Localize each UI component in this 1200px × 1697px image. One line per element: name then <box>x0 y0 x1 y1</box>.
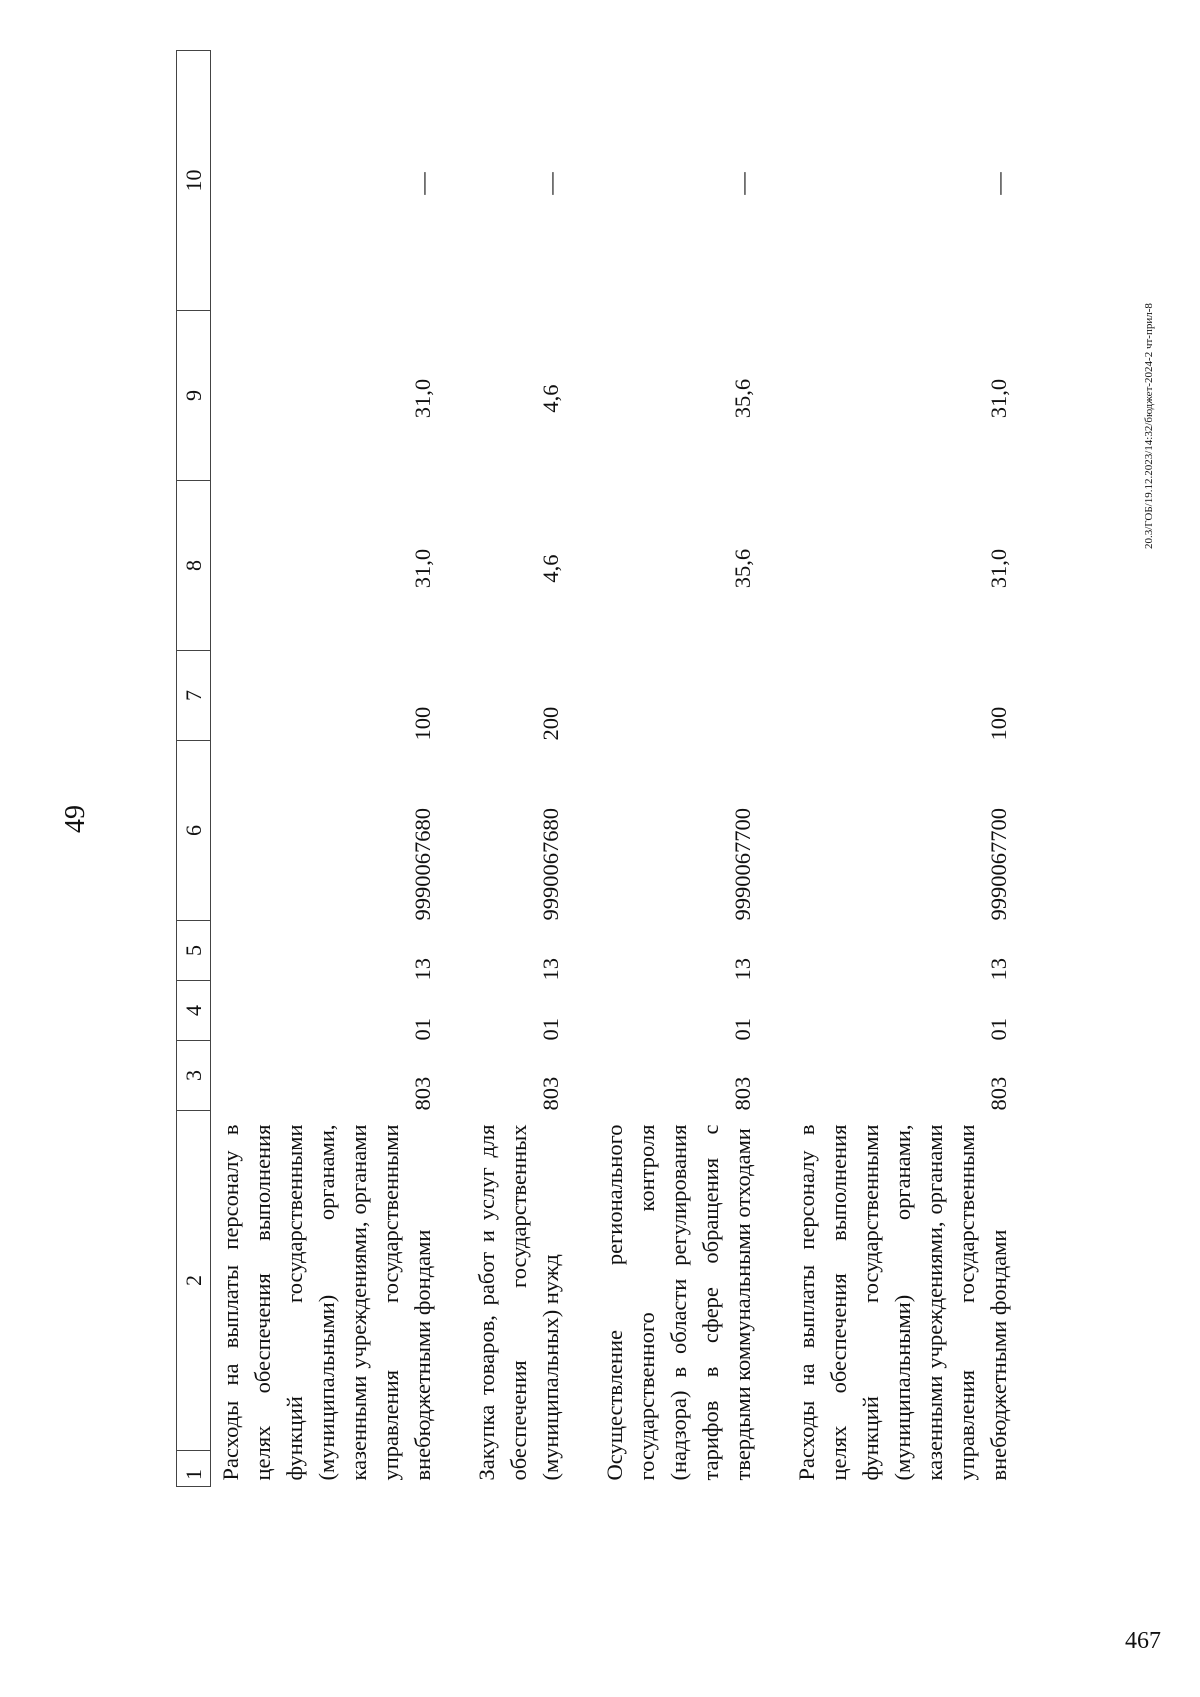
ministry-code: 803 <box>410 1076 435 1111</box>
expense-type-code: 100 <box>986 706 1011 741</box>
amount-column-9: 31,0 <box>986 378 1011 419</box>
expense-type-code: 100 <box>410 706 435 741</box>
target-code: 9990067680 <box>410 808 435 921</box>
column-header: 10 <box>177 51 211 311</box>
table-row <box>211 51 440 1487</box>
amount-column-8: 35,6 <box>730 548 755 589</box>
subsection-code: 13 <box>410 958 435 981</box>
column-header: 5 <box>177 921 211 981</box>
column-header: 7 <box>177 651 211 741</box>
expense-type-code <box>595 651 759 741</box>
column-header: 3 <box>177 1041 211 1111</box>
row-description: Расходы на выплаты персоналу в целях обеспечения выполнения функций государственными (муниципальными) органами, казенными учреждениями, органами управления государственными внебюджетными фондами <box>218 1124 435 1481</box>
section-code: 01 <box>730 1018 755 1041</box>
target-code: 9990067680 <box>538 808 563 921</box>
section-code: 01 <box>538 1018 563 1041</box>
amount-column-10: — <box>538 172 563 195</box>
amount-column-8: 31,0 <box>410 548 435 589</box>
footer-stamp: 20.3/ГОБ/19.12.2023/14:32/бюджет-2024-2 чт-прил-8 <box>1143 303 1155 549</box>
budget-table <box>176 50 1015 1487</box>
amount-column-9: 4,6 <box>538 384 563 413</box>
row-description: Осуществление регионального государственного контроля (надзора) в области регулирования тарифов в сфере обращения с твердыми коммунальными отходами <box>602 1124 755 1481</box>
table-row <box>467 51 567 1487</box>
column-header: 2 <box>177 1111 211 1451</box>
section-code: 01 <box>410 1018 435 1041</box>
amount-column-8: 31,0 <box>986 548 1011 589</box>
amount-column-8: 4,6 <box>538 554 563 583</box>
ministry-code: 803 <box>538 1076 563 1111</box>
ministry-code: 803 <box>730 1076 755 1111</box>
amount-column-10: — <box>410 172 435 195</box>
expense-type-code: 200 <box>538 706 563 741</box>
target-code: 9990067700 <box>730 808 755 921</box>
subsection-code: 13 <box>730 958 755 981</box>
amount-column-9: 35,6 <box>730 378 755 419</box>
amount-column-10: — <box>986 172 1011 195</box>
column-header: 1 <box>177 1451 211 1487</box>
amount-column-10: — <box>730 172 755 195</box>
column-header: 8 <box>177 481 211 651</box>
subsection-code: 13 <box>538 958 563 981</box>
row-description: Закупка товаров, работ и услуг для обеспечения государственных (муниципальных) нужд <box>474 1124 563 1481</box>
column-header: 9 <box>177 311 211 481</box>
header-row <box>177 51 211 1487</box>
table-row <box>595 51 759 1487</box>
page-number: 467 <box>1125 1628 1161 1654</box>
target-code: 9990067700 <box>986 808 1011 921</box>
amount-column-9: 31,0 <box>410 378 435 419</box>
sheet-number: 49 <box>60 805 91 833</box>
table-row <box>787 51 1015 1487</box>
column-header: 6 <box>177 741 211 921</box>
ministry-code: 803 <box>986 1076 1011 1111</box>
subsection-code: 13 <box>986 958 1011 981</box>
row-description: Расходы на выплаты персоналу в целях обеспечения выполнения функций государственными (муниципальными) органами, казенными учреждениями, органами управления государственными внебюджетными фондами <box>794 1124 1011 1481</box>
column-header: 4 <box>177 981 211 1041</box>
section-code: 01 <box>986 1018 1011 1041</box>
